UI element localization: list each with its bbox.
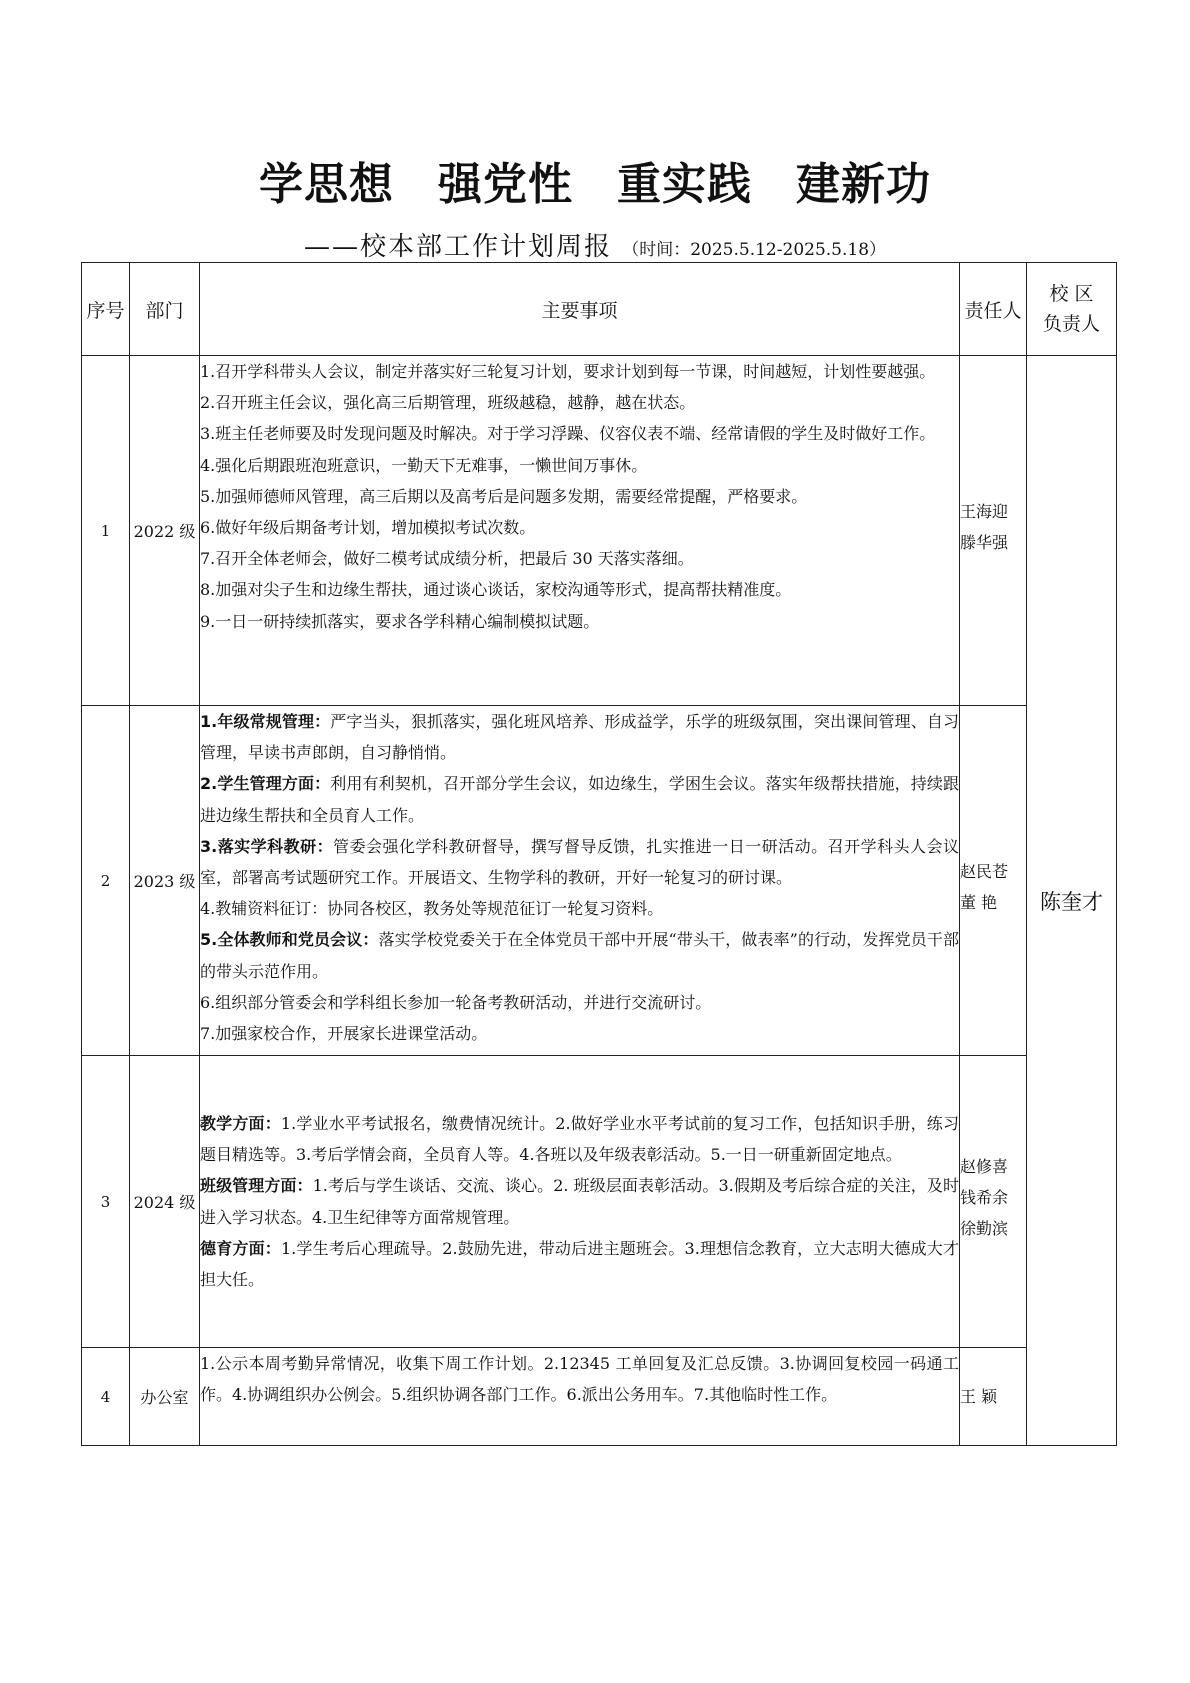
- row-resp: [960, 706, 1027, 1056]
- item-line: 4.强化后期跟班泡班意识，一勤天下无难事，一懒世间万事休。: [200, 455, 648, 475]
- table-header-row: [82, 263, 1117, 356]
- item-line: [200, 706, 959, 768]
- resp-person: 董 艳: [960, 893, 998, 912]
- item-text: 1.考后与学生谈话、交流、谈心。2. 班级层面表彰活动。3.假期及考后综合症的关注，及时进入学习状态。4.卫生纪律等方面常规管理。: [200, 1176, 959, 1227]
- row-dept: 2023 级: [130, 706, 200, 1056]
- item-line: [200, 768, 959, 830]
- resp-person: 徐勤滨: [960, 1219, 1009, 1238]
- title-part-2: 强党性: [438, 159, 573, 210]
- header-items: 主要事项: [200, 263, 960, 356]
- item-line: [200, 831, 959, 893]
- resp-person: 王海迎: [960, 502, 1009, 521]
- item-text: 6.组织部分管委会和学科组长参加一轮备考教研活动，并进行交流研讨。: [200, 992, 712, 1012]
- item-text: 严字当头，狠抓落实，强化班风培养、形成益学，乐学的班级氛围，突出课间管理、自习管理，早读书声郎朗，自习静悄悄。: [200, 712, 959, 763]
- item-line: 1.公示本周考勤异常情况，收集下周工作计划。2.12345 工单回复及汇总反馈。3.协调回复校园一码通工作。4.协调组织办公例会。5.组织协调各部门工作。6.派出公务用车。7.其他临时性工作。: [200, 1354, 959, 1405]
- table-row: [82, 706, 1117, 1056]
- item-line: 1.召开学科带头人会议，制定并落实好三轮复习计划，要求计划到每一节课，时间越短，计划性要越强。: [200, 362, 936, 381]
- item-heading: 德育方面：: [200, 1238, 281, 1258]
- time-range: （时间：2025.5.12-2025.5.18）: [622, 240, 887, 260]
- row-resp: [960, 1348, 1027, 1446]
- row-items: [200, 1056, 960, 1348]
- item-line: 3.班主任老师要及时发现问题及时解决。对于学习浮躁、仪容仪表不端、经常请假的学生及时做好工作。: [200, 424, 936, 444]
- header-dept: 部门: [130, 263, 200, 356]
- row-items: [200, 706, 960, 1056]
- subtitle-text: ——校本部工作计划周报: [303, 232, 612, 262]
- work-plan-table: [81, 262, 1117, 1446]
- header-campus: [1027, 263, 1117, 356]
- campus-lead: 陈奎才: [1027, 356, 1117, 1446]
- item-line: 8.加强对尖子生和边缘生帮扶，通过谈心谈话，家校沟通等形式，提高帮扶精准度。: [200, 580, 792, 600]
- header-campus-line2: 负责人: [1042, 313, 1100, 335]
- header-seq: 序号: [82, 263, 130, 356]
- item-heading: 1.年级常规管理：: [200, 712, 331, 731]
- item-line: [200, 1170, 959, 1232]
- item-line: 7.召开全体老师会，做好二模考试成绩分析，把最后 30 天落实落细。: [200, 549, 694, 569]
- item-line: [200, 1233, 959, 1295]
- table-row: [82, 1348, 1117, 1446]
- item-text: 管委会强化学科教研督导，撰写督导反馈，扎实推进一日一研活动。召开学科头人会议室，部署高考试题研究工作。开展语文、生物学科的教研，开好一轮复习的研讨课。: [200, 836, 959, 888]
- row-seq: 2: [82, 706, 130, 1056]
- resp-person: 钱希余: [960, 1188, 1009, 1207]
- item-text: 落实学校党委关于在全体党员干部中开展“带头干，做表率”的行动，发挥党员干部的带头示范作用。: [200, 930, 959, 981]
- item-line: [200, 987, 959, 1018]
- resp-person: 滕华强: [960, 533, 1009, 552]
- item-line: 5.加强师德师风管理，高三后期以及高考后是问题多发期，需要经常提醒，严格要求。: [200, 486, 808, 506]
- item-line: 2.召开班主任会议，强化高三后期管理，班级越稳，越静，越在状态。: [200, 393, 696, 413]
- row-dept: 办公室: [130, 1348, 200, 1446]
- item-line: [200, 924, 959, 986]
- item-line: [200, 1018, 959, 1049]
- item-text: 7.加强家校合作，开展家长进课堂活动。: [200, 1024, 488, 1044]
- item-heading: 教学方面：: [200, 1113, 281, 1133]
- title-part-1: 学思想: [259, 159, 394, 210]
- page-subtitle: [0, 226, 1190, 263]
- item-line: [200, 893, 959, 924]
- item-heading: 2.学生管理方面：: [200, 774, 331, 794]
- item-heading: 班级管理方面：: [200, 1176, 313, 1196]
- item-text: 1.学生考后心理疏导。2.鼓励先进，带动后进主题班会。3.理想信念教育，立大志明大德成大才担大任。: [200, 1238, 959, 1289]
- resp-person: 王 颖: [960, 1387, 998, 1406]
- item-text: 4.教辅资料征订：协同各校区，教务处等规范征订一轮复习资料。: [200, 899, 664, 919]
- row-dept: 2024 级: [130, 1056, 200, 1348]
- row-seq: 1: [82, 356, 130, 706]
- row-resp: [960, 1056, 1027, 1348]
- header-campus-line1: 校 区: [1049, 283, 1094, 305]
- item-heading: 5.全体教师和党员会议：: [200, 930, 379, 950]
- row-dept: 2022 级: [130, 356, 200, 706]
- row-resp: [960, 356, 1027, 706]
- item-heading: 3.落实学科教研：: [200, 836, 334, 856]
- resp-person: 赵修喜: [960, 1157, 1009, 1176]
- header-resp: 责任人: [960, 263, 1027, 356]
- title-part-3: 重实践: [617, 159, 752, 210]
- table-row: [82, 1056, 1117, 1348]
- title-part-4: 建新功: [796, 159, 931, 210]
- row-items: [200, 1348, 960, 1446]
- item-line: 9.一日一研持续抓落实，要求各学科精心编制模拟试题。: [200, 611, 600, 631]
- row-seq: 4: [82, 1348, 130, 1446]
- item-line: [200, 1108, 959, 1170]
- page-title: [0, 148, 1190, 212]
- row-items: [200, 356, 960, 706]
- item-line: 6.做好年级后期备考计划，增加模拟考试次数。: [200, 518, 536, 538]
- table-row: [82, 356, 1117, 706]
- item-text: 1.学业水平考试报名，缴费情况统计。2.做好学业水平考试前的复习工作，包括知识手册，练习题目精选等。3.考后学情会商，全员育人等。4.各班以及年级表彰活动。5.一日一研重新固定地点。: [200, 1113, 959, 1165]
- resp-person: 赵民苍: [960, 862, 1009, 881]
- row-seq: 3: [82, 1056, 130, 1348]
- item-text: 利用有利契机，召开部分学生会议，如边缘生，学困生会议。落实年级帮扶措施，持续跟进边缘生帮扶和全员育人工作。: [200, 774, 959, 825]
